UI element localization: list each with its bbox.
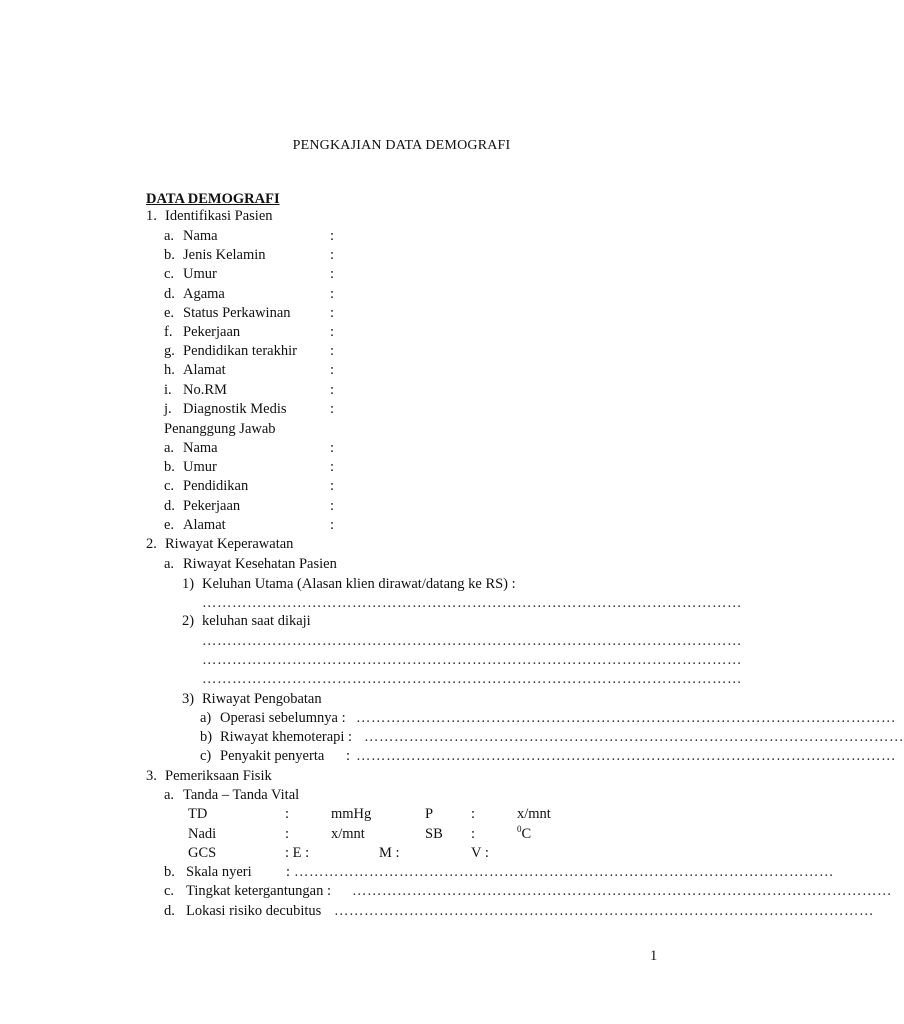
page-title: PENGKAJIAN DATA DEMOGRAFI (292, 138, 511, 153)
gcs-e: : E : (285, 845, 310, 861)
item-letter: e. (164, 516, 175, 533)
item-colon: : (330, 266, 335, 283)
nadi-label: Nadi (188, 826, 217, 842)
td-colon: : (285, 806, 290, 822)
item-letter: h. (164, 362, 175, 379)
pain-scale-label: Skala nyeri (186, 864, 252, 880)
sb-label: SB (425, 826, 443, 842)
item-label: Alamat (183, 362, 226, 379)
item-colon: : (330, 343, 335, 360)
section-2-label: Riwayat Keperawatan (165, 536, 294, 552)
item-label: Diagnostik Medis (183, 400, 287, 417)
vitals-letter: a. (164, 787, 175, 803)
answer-line: ……………………………………………………………………………………………… (356, 748, 896, 764)
item-letter: a. (164, 440, 175, 456)
item-label: Umur (183, 266, 217, 283)
item-letter: j. (164, 400, 172, 417)
section-3-number: 3. (146, 768, 157, 784)
item-letter: c. (164, 266, 175, 283)
sub-a-letter: a. (164, 556, 175, 572)
q3b-label: Riwayat khemoterapi : (220, 729, 353, 745)
item-letter: d. (164, 497, 175, 514)
dependency-label: Tingkat ketergantungan : (186, 883, 331, 899)
item-label: Nama (183, 440, 218, 456)
item-letter: c. (164, 478, 175, 495)
section-heading: DATA DEMOGRAFI (146, 191, 280, 207)
p-label: P (425, 806, 434, 822)
q2-label: keluhan saat dikaji (202, 613, 311, 629)
q2-number: 2) (182, 613, 195, 629)
answer-line: ……………………………………………………………………………………………… (202, 633, 742, 649)
vitals-label: Tanda – Tanda Vital (183, 787, 300, 803)
section-1-label: Identifikasi Pasien (165, 208, 273, 224)
answer-line: ……………………………………………………………………………………………… (202, 671, 742, 687)
gcs-m: M : (379, 845, 400, 861)
page-number: 1 (650, 948, 658, 964)
item-label: Nama (183, 228, 218, 244)
item-label: Agama (183, 285, 225, 302)
item-colon: : (330, 324, 335, 340)
q3-number: 3) (182, 691, 195, 707)
q3a-label: Operasi sebelumnya : (220, 710, 346, 726)
td-label: TD (188, 806, 208, 822)
degree-superscript: 0 (517, 824, 522, 835)
p-colon: : (471, 806, 476, 822)
item-letter: d. (164, 285, 175, 302)
item-colon: : (330, 497, 335, 514)
item-letter: b. (164, 247, 175, 264)
q1-number: 1) (182, 576, 195, 592)
td-unit: mmHg (331, 806, 372, 822)
item-colon: : (330, 381, 335, 398)
item-label: Pendidikan (183, 478, 249, 495)
item-colon: : (330, 478, 335, 495)
item-label: Pekerjaan (183, 324, 241, 340)
q1-label: Keluhan Utama (Alasan klien dirawat/datang ke RS) : (202, 576, 516, 592)
item-colon: : (330, 516, 335, 533)
item-colon: : (330, 459, 335, 476)
guarantor-label: Penanggung Jawab (164, 421, 276, 437)
item-colon: : (330, 247, 335, 264)
item-label: Pekerjaan (183, 497, 241, 514)
item-letter: g. (164, 343, 175, 360)
q3b-letter: b) (200, 729, 213, 745)
sub-a-label: Riwayat Kesehatan Pasien (183, 556, 337, 572)
q3c-colon: : (346, 748, 351, 764)
q3c-letter: c) (200, 748, 212, 764)
item-letter: b. (164, 459, 175, 476)
item-label: Alamat (183, 516, 226, 533)
dependency-letter: c. (164, 883, 175, 899)
q3-label: Riwayat Pengobatan (202, 691, 322, 707)
answer-line: ……………………………………………………………………………………………… (352, 883, 892, 899)
item-label: Pendidikan terakhir (183, 343, 297, 360)
item-letter: f. (164, 324, 173, 340)
item-letter: i. (164, 381, 172, 398)
section-3-label: Pemeriksaan Fisik (165, 768, 272, 784)
answer-line: ……………………………………………………………………………………………… (334, 903, 874, 919)
section-1-number: 1. (146, 208, 157, 224)
item-colon: : (330, 285, 335, 302)
celsius-letter: C (521, 826, 532, 842)
nadi-unit: x/mnt (331, 826, 365, 842)
item-colon: : (330, 440, 335, 456)
sb-colon: : (471, 826, 476, 842)
item-label: Status Perkawinan (183, 304, 291, 321)
p-unit: x/mnt (517, 806, 551, 822)
gcs-v: V : (471, 845, 489, 861)
nadi-colon: : (285, 826, 290, 842)
q3c-label: Penyakit penyerta (220, 748, 325, 764)
pain-scale-colon: : (286, 864, 291, 880)
item-label: No.RM (183, 381, 227, 398)
answer-line: ……………………………………………………………………………………………… (294, 864, 834, 880)
item-label: Umur (183, 459, 217, 476)
q3a-letter: a) (200, 710, 212, 726)
answer-line: ……………………………………………………………………………………………… (202, 595, 742, 611)
section-2-number: 2. (146, 536, 157, 552)
item-letter: a. (164, 228, 175, 244)
item-colon: : (330, 400, 335, 417)
decubitus-label: Lokasi risiko decubitus (186, 903, 322, 919)
decubitus-letter: d. (164, 903, 175, 919)
item-colon: : (330, 304, 335, 321)
item-colon: : (330, 362, 335, 379)
item-colon: : (330, 228, 335, 244)
sb-unit (517, 824, 531, 844)
gcs-label: GCS (188, 845, 217, 861)
answer-line: ……………………………………………………………………………………………… (364, 729, 904, 745)
answer-line: ……………………………………………………………………………………………… (356, 710, 896, 726)
item-letter: e. (164, 304, 175, 321)
pain-scale-letter: b. (164, 864, 175, 880)
item-label: Jenis Kelamin (183, 247, 266, 264)
answer-line: ……………………………………………………………………………………………… (202, 652, 742, 668)
